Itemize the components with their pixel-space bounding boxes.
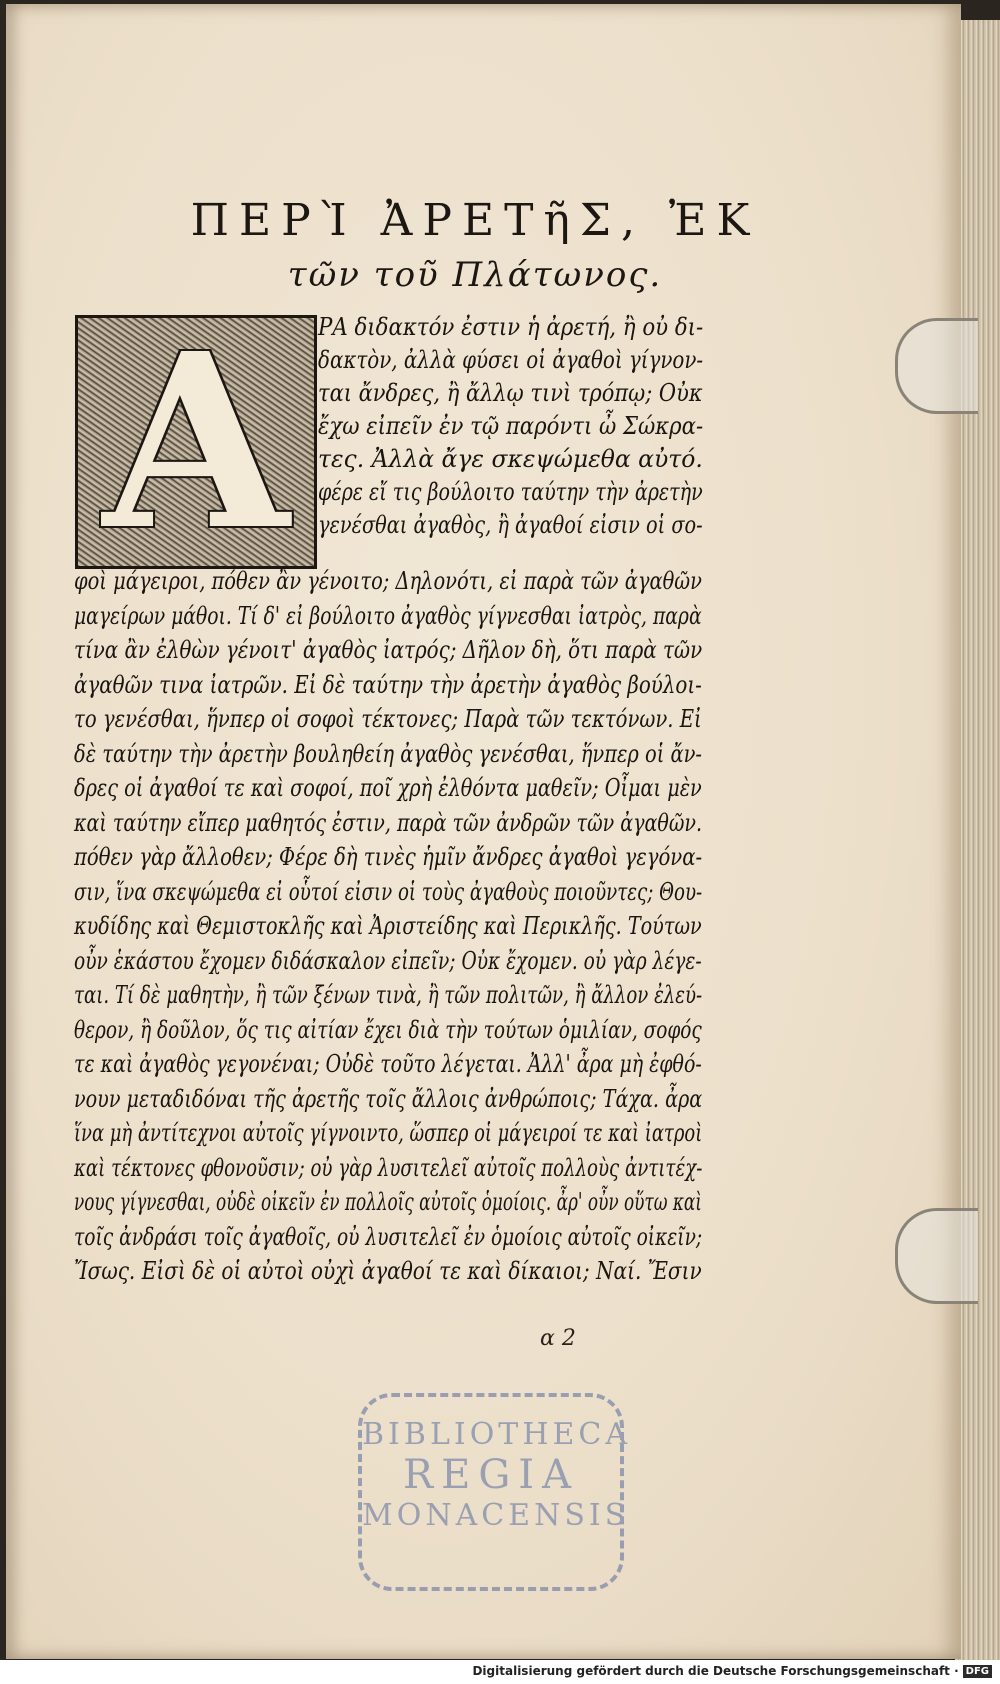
footer-text: Digitalisierung gefördert durch die Deutsche Forschungsgemeinschaft ·: [472, 1664, 959, 1678]
text-line: γενέσθαι ἀγαθὸς, ἢ ἀγαθοί εἰσιν οἱ σο-: [318, 511, 703, 539]
text-line: κυδίδης καὶ Θεμιστοκλῆς καὶ Ἀριστείδης καὶ Περικλῆς. Τούτων: [74, 912, 702, 940]
text-line: ἔχω εἰπεῖν ἐν τῷ παρόντι ὦ Σώκρα-: [318, 412, 704, 440]
text-line: πόθεν γὰρ ἄλλοθεν; Φέρε δὴ τινὲς ἡμῖν ἄνδρες ἀγαθοὶ γεγόνα-: [74, 843, 703, 871]
text-line: ται ἄνδρες, ἢ ἄλλῳ τινὶ τρόπῳ; Οὐκ: [318, 379, 703, 407]
text-line: Ἴσως. Εἰσὶ δὲ οἱ αὐτοὶ οὐχὶ ἀγαθοί τε καὶ δίκαιοι; Ναί. Ἔσιν: [74, 1257, 702, 1285]
page-clip-bottom: [895, 1208, 978, 1304]
text-line: νουν μεταδιδόναι τῆς ἀρετῆς τοῖς ἄλλοις ἀνθρώποις; Τάχα. ἆρα: [74, 1084, 703, 1113]
page-clip-top: [895, 318, 978, 414]
text-line: τοῖς ἀνδράσι τοῖς ἀγαθοῖς, οὐ λυσιτελεῖ ἐν ὁμοίοις αὐτοῖς οἰκεῖν;: [74, 1222, 703, 1251]
text-line: καὶ ταύτην εἴπερ μαθητός ἐστιν, παρὰ τῶν ἀνδρῶν τῶν ἀγαθῶν.: [74, 808, 703, 837]
text-line: νους γίγνεσθαι, οὐδὲ οἰκεῖν ἐν πολλοῖς αὐτοῖς ὁμοίοις. ἆρ' οὖν οὕτω καὶ: [74, 1188, 702, 1216]
text-line: θερον, ἢ δοῦλον, ὅς τις αἰτίαν ἔχει διὰ τὴν τούτων ὁμιλίαν, σοφός: [74, 1015, 702, 1044]
text-line: το γενέσθαι, ἥνπερ οἱ σοφοὶ τέκτονες; Παρὰ τῶν τεκτόνων. Εἰ: [74, 705, 702, 733]
stamp-line-1: BIBLIOTHECA: [362, 1417, 631, 1452]
text-line: φέρε εἴ τις βούλοιτο ταύτην τὴν ἀρετὴν: [318, 478, 703, 506]
text-line: ἵνα μὴ ἀντίτεχνοι αὐτοῖς γίγνοιντο, ὥσπερ οἱ μάγειροί τε καὶ ἰατροὶ: [74, 1119, 703, 1147]
initial-letter: A: [102, 301, 290, 583]
folio-signature: α 2: [540, 1326, 576, 1351]
text-line: ἀγαθῶν τινα ἰατρῶν. Εἰ δὲ ταύτην τὴν ἀρετὴν ἀγαθὸς βούλοι-: [74, 670, 702, 699]
stamp-line-3: MONACENSIS: [362, 1498, 630, 1533]
text-line: τες. Ἀλλὰ ἄγε σκεψώμεθα αὐτό.: [318, 445, 703, 473]
decorated-initial: [75, 301, 317, 583]
library-stamp: [358, 1393, 631, 1591]
footer-credit: [472, 1664, 992, 1678]
text-line: δὲ ταύτην τὴν ἀρετὴν βουληθείη ἀγαθὸς γενέσθαι, ἥνπερ οἱ ἄν-: [74, 739, 702, 768]
text-line: οὖν ἑκάστου ἔχομεν διδάσκαλον εἰπεῖν; Οὐκ ἔχομεν. οὐ γὰρ λέγε-: [74, 946, 702, 975]
text-line: ται. Τί δὲ μαθητὴν, ἢ τῶν ξένων τινὰ, ἢ τῶν πολιτῶν, ἢ ἄλλον ἐλεύ-: [74, 981, 703, 1009]
dfg-logo: DFG: [963, 1665, 992, 1678]
text-line: μαγείρων μάθοι. Τί δ' εἰ βούλοιτο ἀγαθὸς γίγνεσθαι ἰατρὸς, παρὰ: [74, 601, 702, 630]
text-line: τίνα ἂν ἐλθὼν γένοιτ' ἀγαθὸς ἰατρός; Δῆλον δὴ, ὅτι παρὰ τῶν: [74, 636, 703, 664]
title-line-1: ΠΕΡῚ ἈΡΕΤῆΣ, ἘΚ: [190, 195, 760, 246]
stamp-line-2: REGIA: [403, 1452, 579, 1498]
text-line: σιν, ἵνα σκεψώμεθα εἰ οὗτοί εἰσιν οἱ τοὺς ἀγαθοὺς ποιοῦντες; Θου-: [74, 877, 703, 906]
text-line: δρες οἱ ἀγαθοί τε καὶ σοφοί, ποῖ χρὴ ἐλθόντα μαθεῖν; Οἶμαι μὲν: [74, 774, 702, 802]
text-line: τε καὶ ἀγαθὸς γεγονέναι; Οὐδὲ τοῦτο λέγεται. Ἀλλ' ἆρα μὴ ἐφθό-: [74, 1050, 702, 1078]
text-line: ΡΑ διδακτόν ἐστιν ἡ ἀρετή, ἢ οὐ δι-: [318, 313, 704, 341]
text-line: δακτὸν, ἀλλὰ φύσει οἱ ἀγαθοὶ γίγνον-: [318, 346, 704, 374]
page-fore-edges: [955, 20, 1000, 1660]
title-line-2: τῶν τοῦ Πλάτωνος.: [287, 255, 663, 295]
text-line: φοὶ μάγειροι, πόθεν ἂν γένοιτο; Δηλονότι, εἰ παρὰ τῶν ἀγαθῶν: [74, 567, 702, 595]
text-line: καὶ τέκτονες φθονοῦσιν; οὐ γὰρ λυσιτελεῖ αὐτοῖς πολλοὺς ἀντιτέχ-: [74, 1153, 703, 1182]
